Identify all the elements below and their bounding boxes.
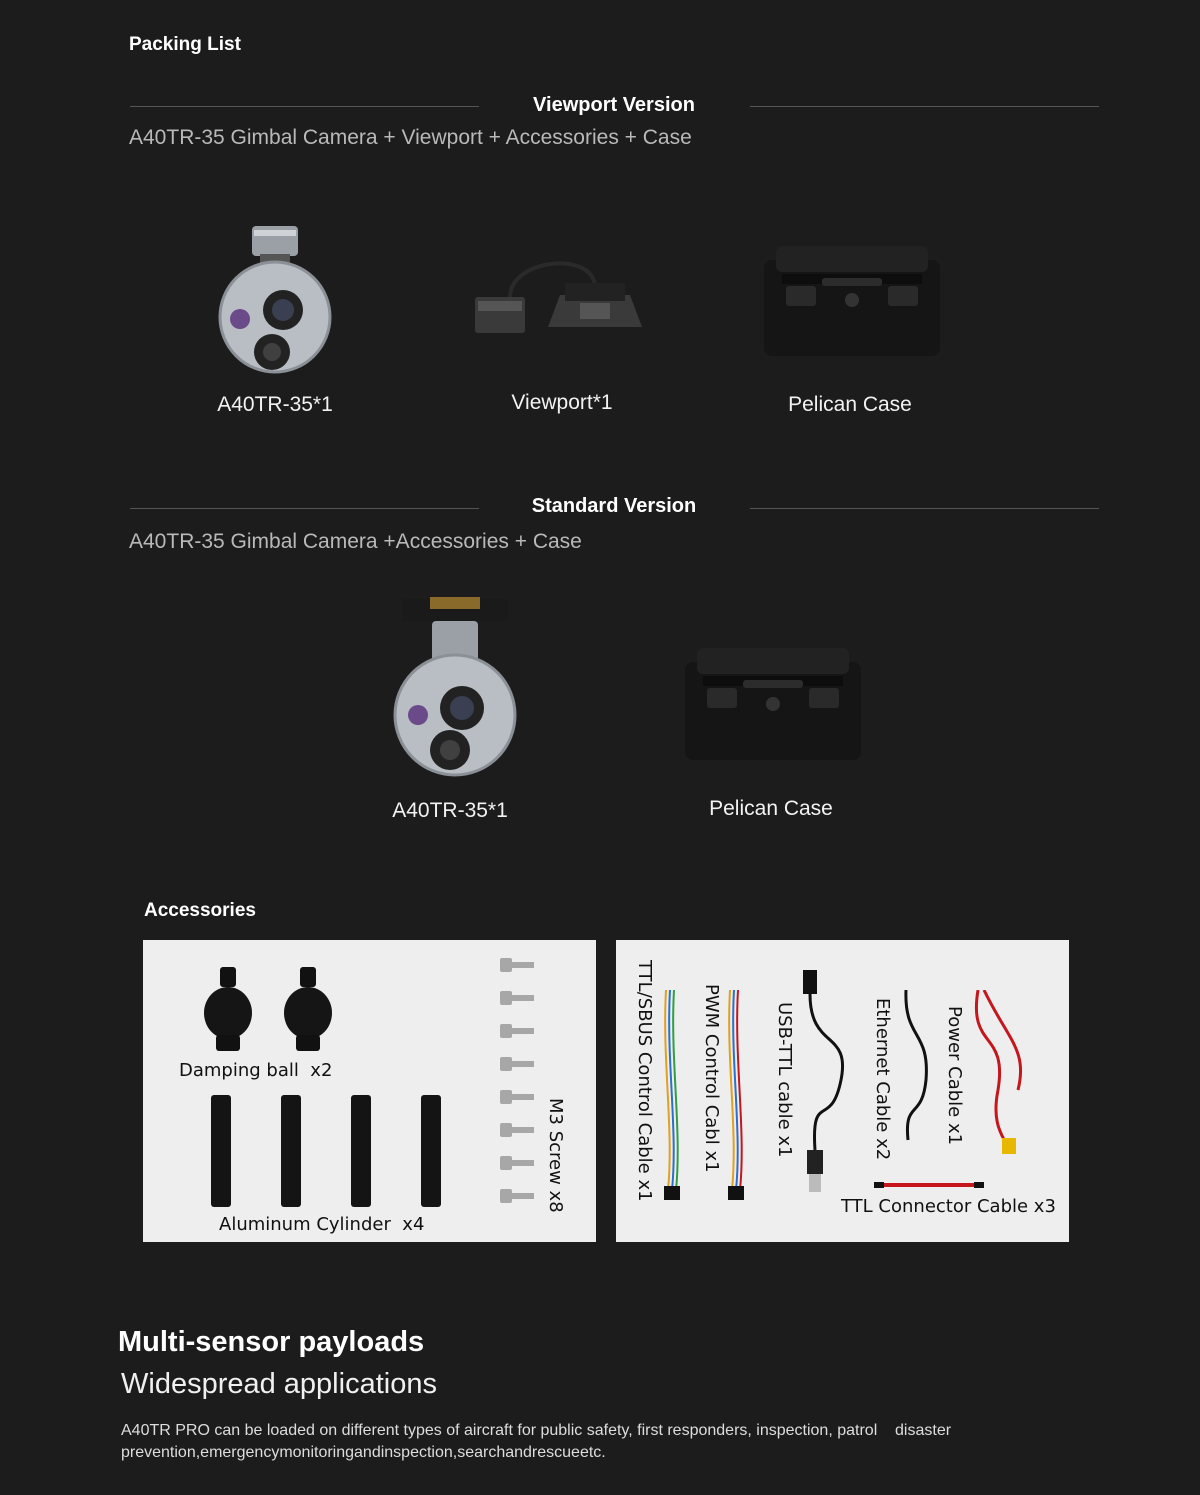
accessories-panel-right: [616, 940, 1069, 1242]
ethernet-cable-image: [896, 990, 936, 1160]
pelican-case-image: [683, 640, 863, 765]
pwm-cable-label: PWM Control Cabl x1: [701, 984, 722, 1173]
footer-paragraph-line1: A40TR PRO can be loaded on different types of aircraft for public safety, first responders, inspection, patrol disaster: [121, 1422, 952, 1439]
gimbal-camera-image: [390, 595, 520, 780]
footer-subheadline: Widespread applications: [121, 1368, 437, 1400]
ethernet-cable-label: Ethernet Cable x2: [872, 998, 893, 1161]
gimbal-camera-image: [210, 222, 340, 382]
ttl-connector-cable-image: [874, 1180, 984, 1190]
standard-subtitle: A40TR-35 Gimbal Camera +Accessories + Case: [129, 530, 582, 553]
viewport-subtitle: A40TR-35 Gimbal Camera + Viewport + Accessories + Case: [129, 126, 692, 149]
section-title-viewport: Viewport Version: [533, 94, 695, 116]
divider: [750, 508, 1099, 509]
aluminum-cylinder-label: Aluminum Cylinder x4: [219, 1214, 425, 1235]
power-cable-label: Power Cable x1: [944, 1006, 965, 1146]
damping-ball-label: Damping ball x2: [179, 1060, 333, 1081]
accessories-panel-left: [143, 940, 596, 1242]
item-label: A40TR-35*1: [217, 393, 333, 416]
item-label: Pelican Case: [709, 797, 833, 820]
accessories-title: Accessories: [144, 900, 256, 921]
m3-screw-image: [498, 958, 538, 1220]
footer-paragraph-line2: prevention,emergencymonitoringandinspection,searchandrescueetc.: [121, 1444, 606, 1461]
m3-screw-label: M3 Screw x8: [545, 1098, 566, 1213]
footer-headline: Multi-sensor payloads: [118, 1326, 425, 1358]
divider: [130, 508, 479, 509]
page-title: Packing List: [129, 34, 241, 55]
pwm-cable-image: [724, 990, 748, 1210]
ttl-sbus-cable-image: [660, 990, 684, 1210]
section-title-standard: Standard Version: [531, 495, 697, 517]
usb-ttl-cable-label: USB-TTL cable x1: [774, 1002, 795, 1158]
ttl-connector-cable-label: TTL Connector Cable x3: [841, 1196, 1056, 1217]
viewport-module-image: [470, 255, 650, 345]
ttl-sbus-cable-label: TTL/SBUS Control Cable x1: [634, 960, 655, 1202]
usb-ttl-cable-image: [801, 970, 861, 1210]
item-label: Pelican Case: [788, 393, 912, 416]
power-cable-image: [968, 990, 1038, 1160]
aluminum-cylinder-image: [203, 1095, 453, 1215]
item-label: Viewport*1: [511, 391, 613, 414]
divider: [750, 106, 1099, 107]
pelican-case-image: [762, 238, 942, 360]
divider: [130, 106, 479, 107]
damping-ball-image: [198, 965, 348, 1055]
item-label: A40TR-35*1: [392, 799, 508, 822]
